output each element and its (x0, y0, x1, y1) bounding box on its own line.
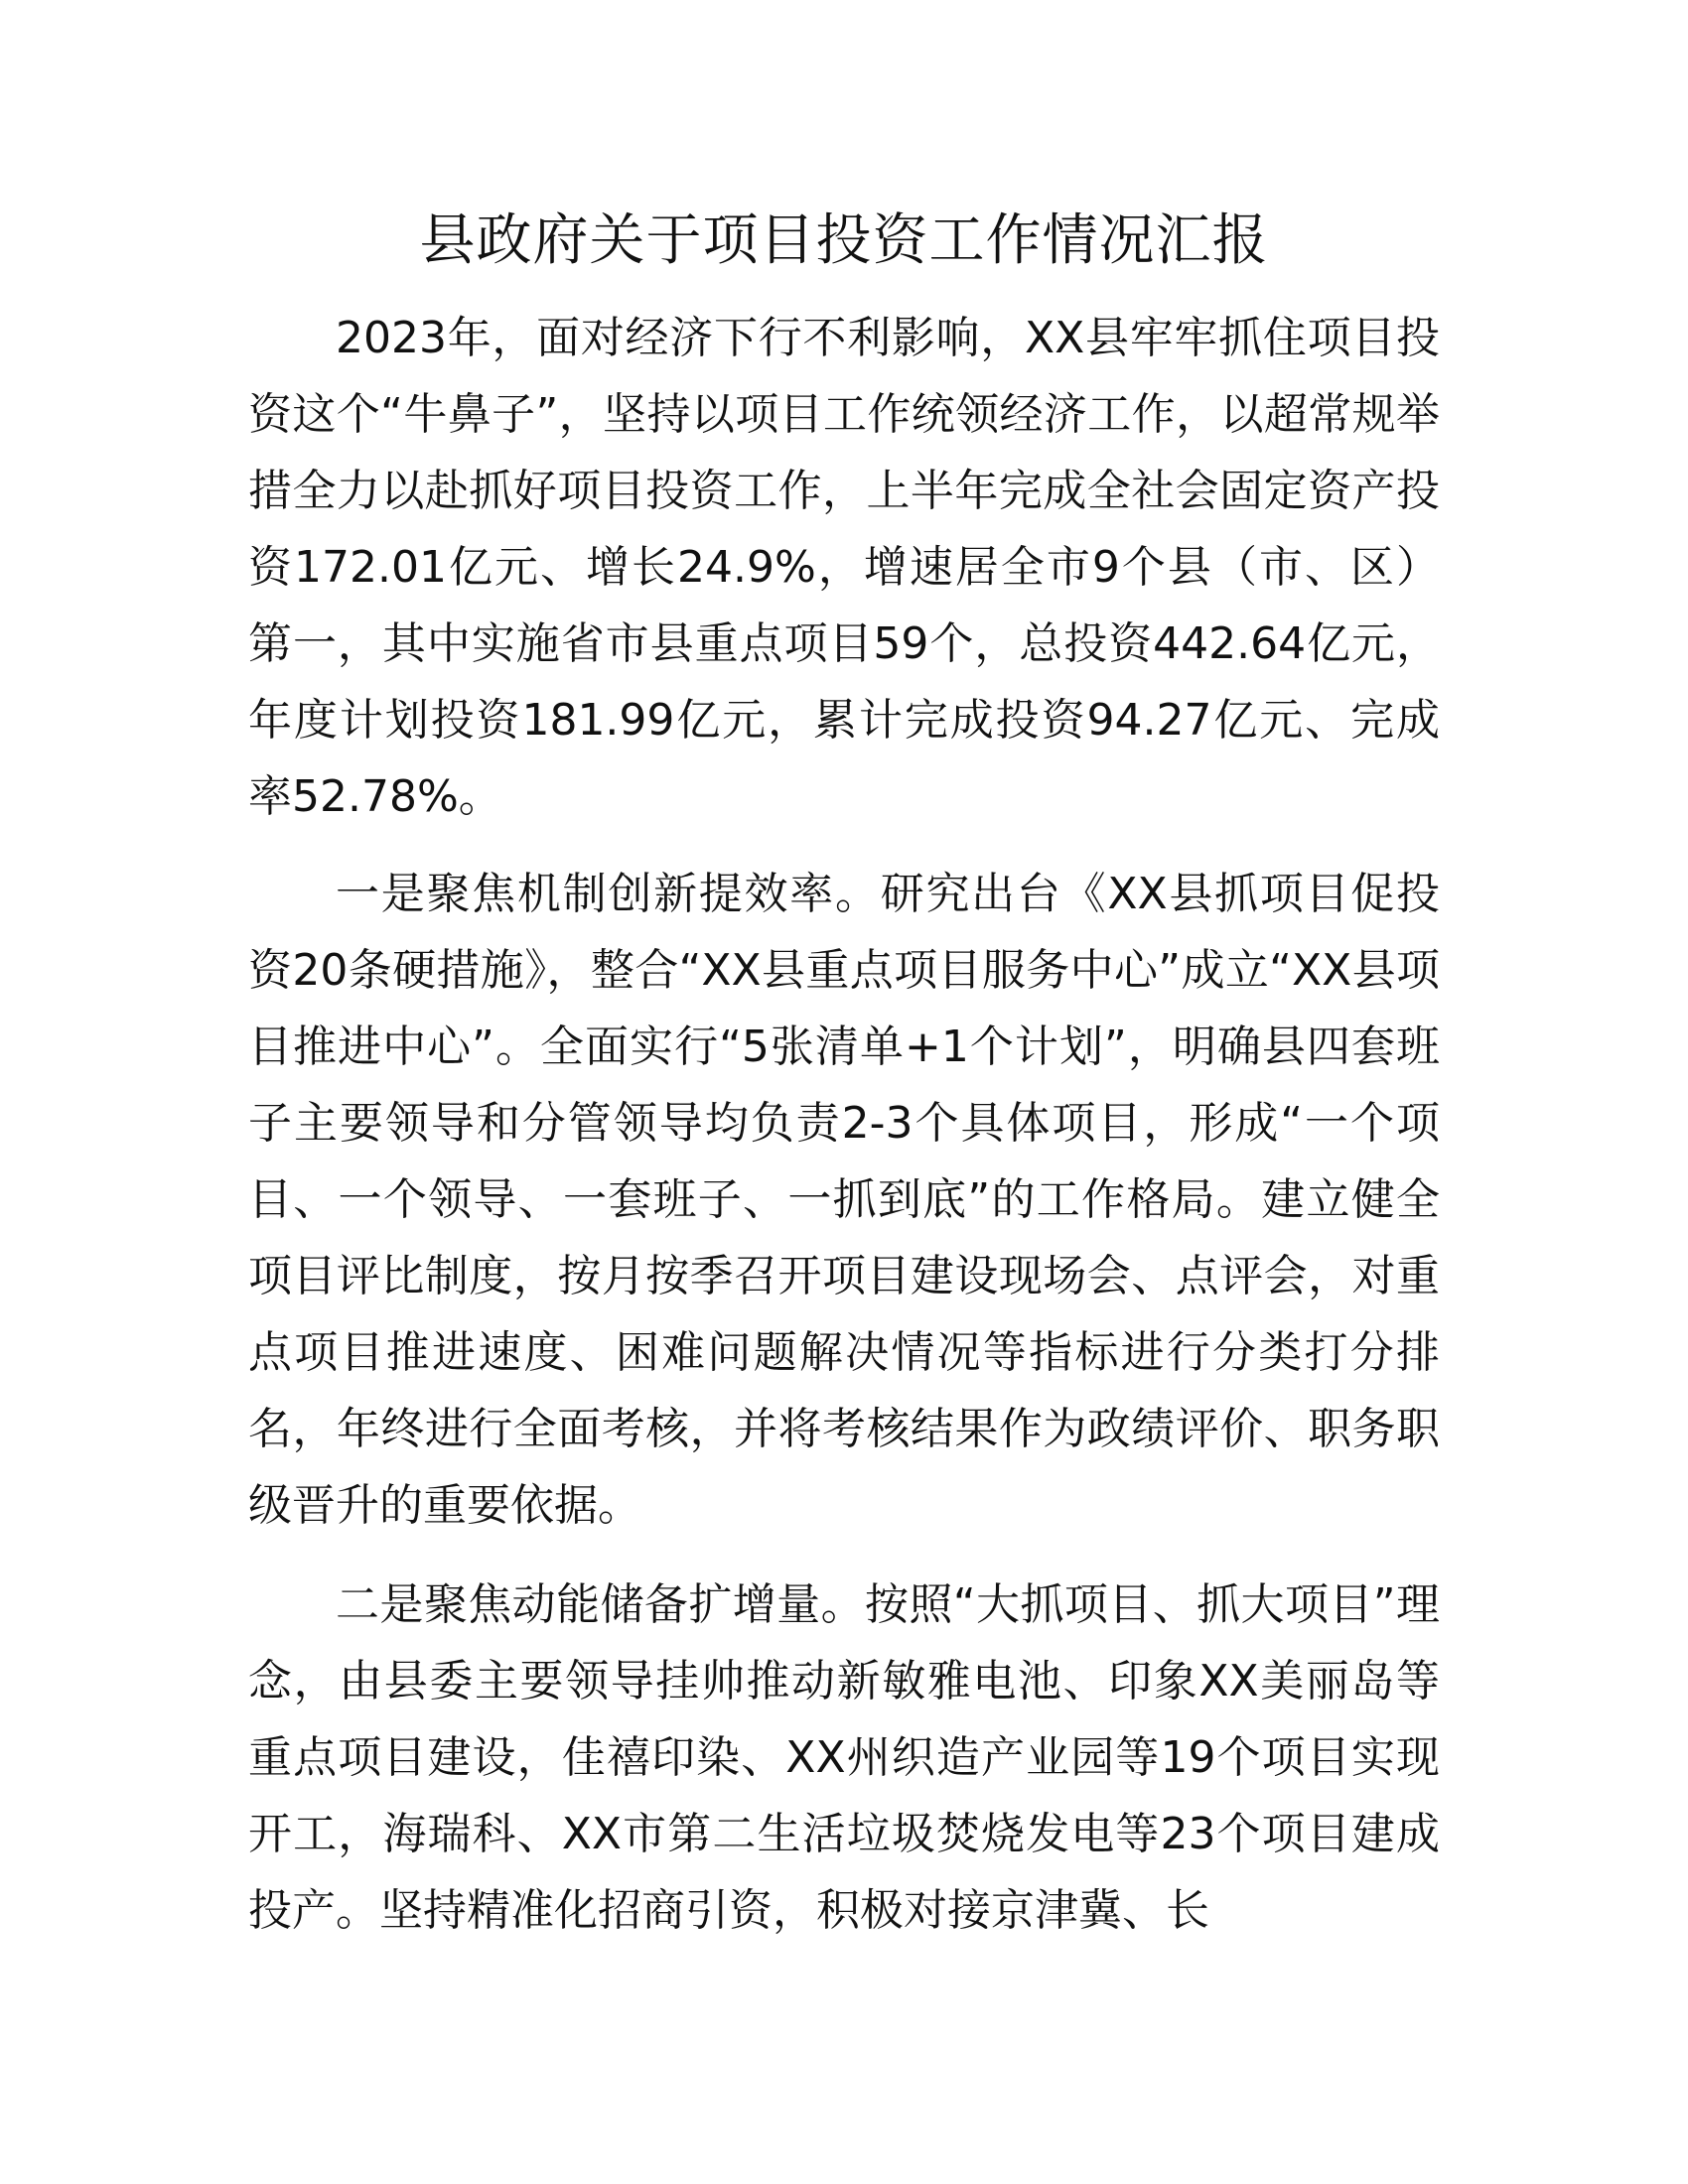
paragraph-momentum-reserve: 二是聚焦动能储备扩增量。按照“大抓项目、抓大项目”理念，由县委主要领导挂帅推动新敏雅电池、印象XX美丽岛等重点项目建设，佳禧印染、XX州织造产业园等19个项目实现开工，海瑞科、XX市第二生活垃圾焚烧发电等23个项目建成投产。坚持精准化招商引资，积极对接京津冀、长 (248, 1579, 1440, 1936)
document-title: 县政府关于项目投资工作情况汇报 (419, 208, 1269, 273)
paragraph-intro: 2023年，面对经济下行不利影响，XX县牢牢抓住项目投资这个“牛鼻子”，坚持以项目工作统领经济工作，以超常规举措全力以赴抓好项目投资工作，上半年完成全社会固定资产投资172.01亿元、增长24.9%，增速居全市9个县（市、区）第一，其中实施省市县重点项目59个，总投资442.64亿元，年度计划投资181.99亿元，累计完成投资94.27亿元、完成率52.78%。 (248, 313, 1440, 822)
paragraph-mechanism-innovation: 一是聚焦机制创新提效率。研究出台《XX县抓项目促投资20条硬措施》，整合“XX县重点项目服务中心”成立“XX县项目推进中心”。全面实行“5张清单+1个计划”，明确县四套班子主要领导和分管领导均负责2-3个具体项目，形成“一个项目、一个领导、一套班子、一抓到底”的工作格局。建立健全项目评比制度，按月按季召开项目建设现场会、点评会，对重点项目推进速度、困难问题解决情况等指标进行分类打分排名，年终进行全面考核，并将考核结果作为政绩评价、职务职级晋升的重要依据。 (248, 869, 1440, 1531)
